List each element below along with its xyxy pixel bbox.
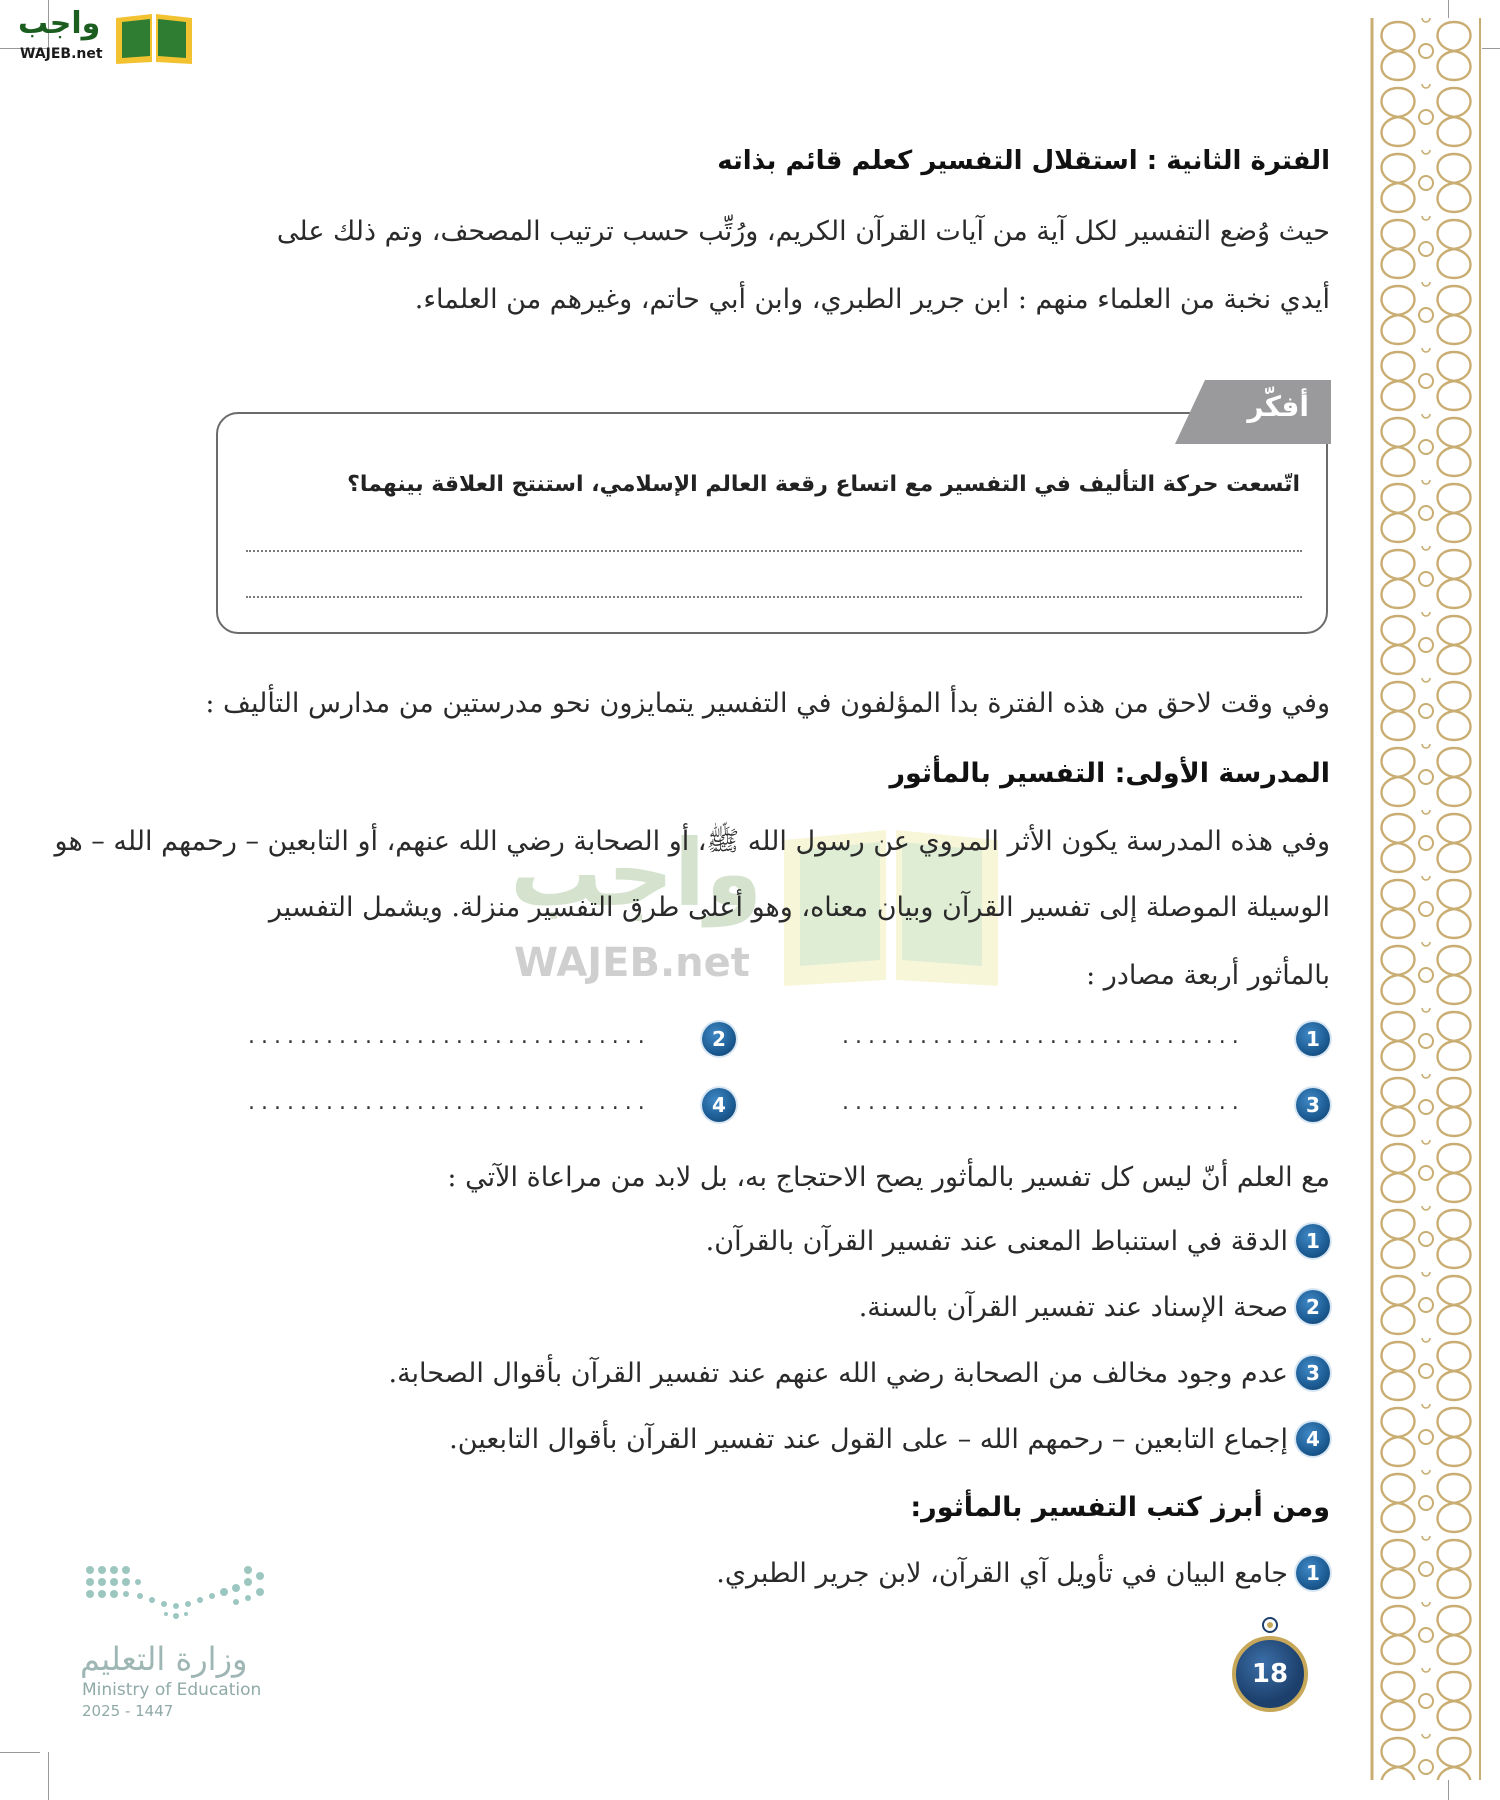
- condition-text-1: الدقة في استنباط المعنى عند تفسير القرآن بالقرآن.: [705, 1226, 1288, 1257]
- condition-badge-2: 2: [1296, 1290, 1330, 1324]
- watermark-arabic: واجب: [510, 820, 763, 927]
- source-line-1[interactable]: ...............................: [842, 1024, 1245, 1049]
- page-ornament-icon: [1260, 1614, 1280, 1636]
- transition-text: وفي وقت لاحق من هذه الفترة بدأ المؤلفون في التفسير يتمايزون نحو مدرستين من مدارس التأليف :: [205, 688, 1330, 719]
- crop-mark: [48, 1752, 49, 1800]
- book-text-1: جامع البيان في تأويل آي القرآن، لابن جرير الطبري.: [716, 1558, 1288, 1589]
- ministry-arabic: وزارة التعليم: [80, 1640, 248, 1678]
- crop-mark: [0, 1752, 40, 1753]
- think-label: أفكّر: [1247, 390, 1309, 423]
- condition-badge-4: 4: [1296, 1422, 1330, 1456]
- conditions-intro: مع العلم أنّ ليس كل تفسير بالمأثور يصح الاحتجاج به، بل لابد من مراعاة الآتي :: [447, 1162, 1330, 1193]
- condition-badge-1: 1: [1296, 1224, 1330, 1258]
- books-heading: ومن أبرز كتب التفسير بالمأثور:: [910, 1492, 1330, 1523]
- ministry-english: Ministry of Education: [82, 1680, 262, 1700]
- wajeb-logo[interactable]: [8, 6, 188, 66]
- section-heading: الفترة الثانية : استقلال التفسير كعلم قائم بذاته: [717, 146, 1330, 176]
- book-badge-1: 1: [1296, 1556, 1330, 1590]
- ministry-logo-icon: [82, 1562, 272, 1622]
- intro-line-1: حيث وُضع التفسير لكل آية من آيات القرآن الكريم، ورُتِّب حسب ترتيب المصحف، وتم ذلك على: [276, 216, 1330, 247]
- think-tab: [1175, 380, 1331, 444]
- answer-line-1[interactable]: [246, 550, 1302, 552]
- school-line-2: الوسيلة الموصلة إلى تفسير القرآن وبيان معناه، وهو أعلى طرق التفسير منزلة. ويشمل التفسير: [268, 892, 1330, 923]
- condition-text-4: إجماع التابعين – رحمهم الله – على القول عند تفسير القرآن بأقوال التابعين.: [449, 1424, 1288, 1455]
- ministry-year: 2025 - 1447: [82, 1702, 174, 1720]
- source-line-2[interactable]: ...............................: [248, 1024, 651, 1049]
- intro-line-2: أيدي نخبة من العلماء منهم : ابن جرير الطبري، وابن أبي حاتم، وغيرهم من العلماء.: [414, 284, 1330, 315]
- source-line-4[interactable]: ...............................: [248, 1090, 651, 1115]
- school-heading: المدرسة الأولى: التفسير بالمأثور: [889, 758, 1330, 789]
- watermark-english: WAJEB.net: [514, 940, 750, 986]
- source-badge-4: 4: [702, 1088, 736, 1122]
- condition-text-2: صحة الإسناد عند تفسير القرآن بالسنة.: [858, 1292, 1288, 1323]
- logo-english: WAJEB.net: [20, 46, 103, 62]
- school-line-1: وفي هذه المدرسة يكون الأثر المروي عن رسول الله ﷺ، أو الصحابة رضي الله عنهم، أو التابعين – رحمهم الله – هو: [54, 826, 1330, 857]
- answer-line-2[interactable]: [246, 596, 1302, 598]
- logo-arabic: واجب: [18, 6, 101, 41]
- think-box: [216, 412, 1328, 634]
- think-question: اتّسعت حركة التأليف في التفسير مع اتساع رقعة العالم الإسلامي، استنتج العلاقة بينهما؟: [347, 472, 1300, 497]
- book-icon: [112, 8, 196, 66]
- source-badge-3: 3: [1296, 1088, 1330, 1122]
- page-number: 18: [1232, 1636, 1308, 1712]
- source-line-3[interactable]: ...............................: [842, 1090, 1245, 1115]
- source-badge-2: 2: [702, 1022, 736, 1056]
- school-line-3: بالمأثور أربعة مصادر :: [1086, 960, 1330, 991]
- source-badge-1: 1: [1296, 1022, 1330, 1056]
- condition-text-3: عدم وجود مخالف من الصحابة رضي الله عنهم عند تفسير القرآن بأقوال الصحابة.: [388, 1358, 1288, 1389]
- condition-badge-3: 3: [1296, 1356, 1330, 1390]
- ornamental-border: [1370, 18, 1482, 1780]
